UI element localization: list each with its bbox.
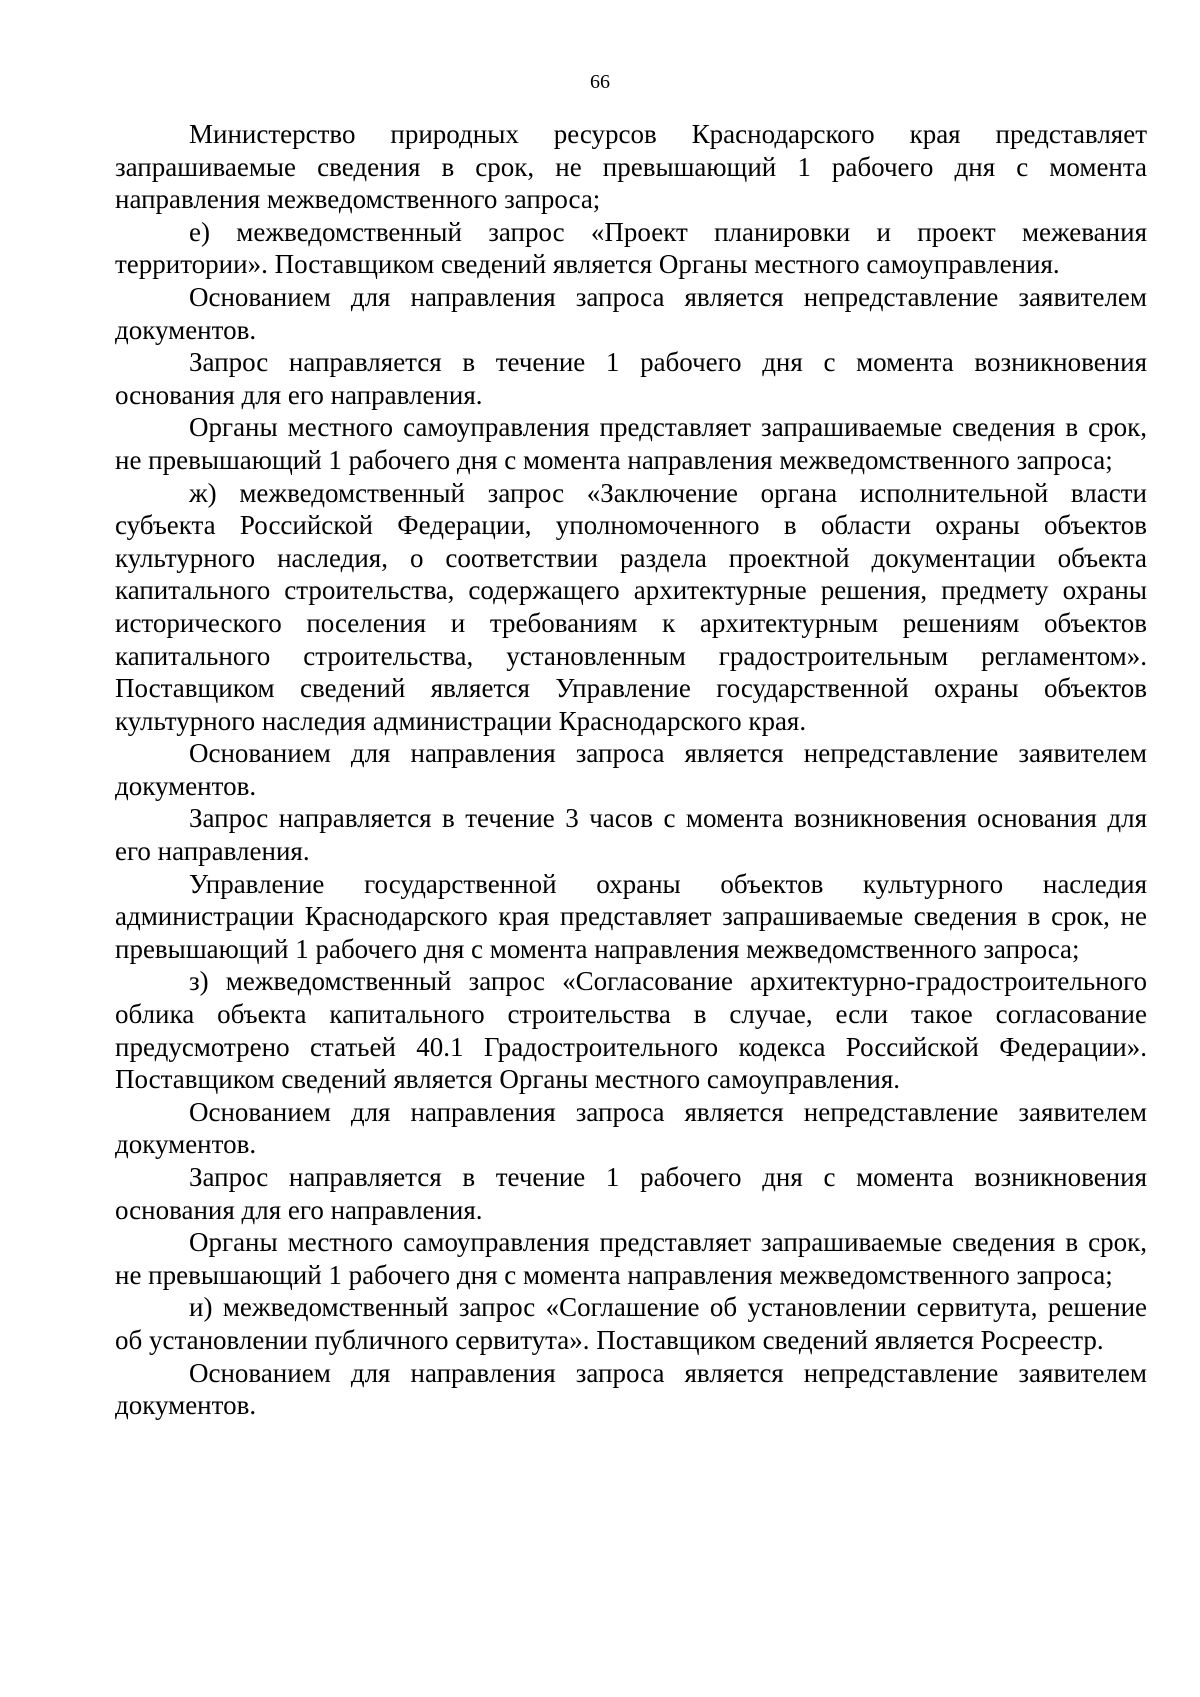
paragraph: Основанием для направления запроса является непредставление заявителем документов. <box>115 1096 1147 1160</box>
paragraph: з) межведомственный запрос «Согласование архитектурно-градостроительного облика объекта капитального строительства в случае, если такое согласование предусмотрено статьей 40.1 Градостроительного кодекса Российской Федерации». Поставщиком сведений является Органы местного самоуправления. <box>115 966 1147 1095</box>
document-body <box>115 118 1147 1422</box>
paragraph: е) межведомственный запрос «Проект планировки и проект межевания территории». Поставщиком сведений является Органы местного самоуправления. <box>115 216 1147 280</box>
paragraph: Запрос направляется в течение 1 рабочего дня с момента возникновения основания для его направления. <box>115 1162 1147 1225</box>
paragraph: и) межведомственный запрос «Соглашение об установлении сервитута, решение об установлении публичного сервитута». Поставщиком сведений является Росреестр. <box>115 1292 1147 1355</box>
paragraph: Управление государственной охраны объектов культурного наследия администрации Краснодарского края представляет запрашиваемые сведения в срок, не превышающий 1 рабочего дня с момента направления межведомственного запроса; <box>115 868 1147 964</box>
paragraph: Министерство природных ресурсов Краснодарского края представляет запрашиваемые сведения в срок, не превышающий 1 рабочего дня с момента направления межведомственного запроса; <box>115 119 1147 215</box>
paragraph: Запрос направляется в течение 1 рабочего дня с момента возникновения основания для его направления. <box>115 347 1147 410</box>
page-number: 66 <box>590 71 610 93</box>
paragraph: Основанием для направления запроса является непредставление заявителем документов. <box>115 281 1147 345</box>
paragraph: Основанием для направления запроса является непредставление заявителем документов. <box>115 1357 1147 1421</box>
paragraph: Запрос направляется в течение 3 часов с момента возникновения основания для его направления. <box>115 803 1147 867</box>
paragraph: Основанием для направления запроса является непредставление заявителем документов. <box>115 738 1147 801</box>
paragraph: Органы местного самоуправления представляет запрашиваемые сведения в срок, не превышающий 1 рабочего дня с момента направления межведомственного запроса; <box>115 1227 1147 1290</box>
paragraph: ж) межведомственный запрос «Заключение органа исполнительной власти субъекта Российской Федерации, уполномоченного в области охраны объектов культурного наследия, о соответствии раздела проектной документации объекта капитального строительства, содержащего архитектурные решения, предмету охраны исторического поселения и требованиям к архитектурным решениям объектов капитального строительства, установленным градостроительным регламентом». Поставщиком сведений является Управление государственной охраны объектов культурного наследия администрации Краснодарского края. <box>115 477 1147 736</box>
paragraph: Органы местного самоуправления представляет запрашиваемые сведения в срок, не превышающий 1 рабочего дня с момента направления межведомственного запроса; <box>115 412 1147 475</box>
